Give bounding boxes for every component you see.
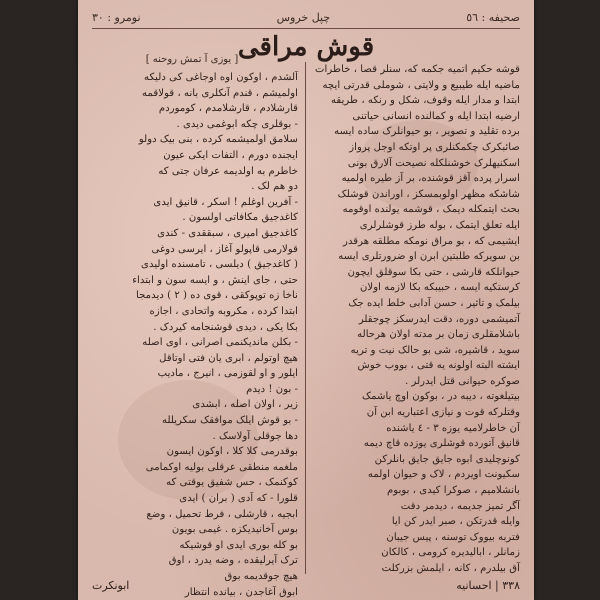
text-line: آگر تمیز جدیمه ، دیدمر دقت	[400, 500, 520, 512]
text-line: قوشه حکیم اتمیه جکمه که، سنلر قصا ، خاطرات	[314, 64, 520, 75]
text-column-right	[314, 62, 520, 574]
text-line: هیچ اوتولم ، ابری یان فتی اوتاقل	[159, 352, 298, 364]
page-header	[92, 6, 520, 29]
text-line: خاطرم به اولدیمه عرفان جتی که	[158, 165, 298, 177]
text-line: بن سویرکه طلبتین ابرن او ضرورتلری ایسه	[338, 251, 520, 263]
text-line: کونوچلیدی ابوه جایق جایق بانلرکن	[374, 453, 520, 465]
issue-number: نومرو : ٣٠	[92, 10, 141, 24]
text-line: اسکنیهلرک خوشنلکله نصیحت آلارق بونی	[347, 157, 520, 169]
text-line: ( کاغدجیق ) دیلسی ، تامسنده اولیدی	[141, 259, 298, 271]
text-line: کاغدجیق امیری ، سبققدی - کندی	[157, 227, 298, 239]
text-line: بوس آخانیدیکزه . غیمی بویون	[171, 524, 298, 536]
text-line: آلشدم ، اوکون اوه اوجاغی کی دلیکه	[144, 72, 298, 83]
text-line: ملغمه منطقی عرقلی بولیه اوکمامی	[145, 461, 298, 473]
text-line: کاغدجیق مکافاتی اولسون .	[182, 212, 298, 224]
text-line: - بو قوش ایلک موافقک سکریلله	[162, 415, 298, 427]
text-line: - آفرین اوغلم ! اسکر ، قانیق ایدی	[153, 196, 298, 208]
text-line: اولمیشم ، قندم آنکلری بانه ، قولاقمه	[142, 87, 298, 99]
text-line: ایشته البته اولونه یه قتی ، بووب خوش	[357, 360, 520, 372]
text-line: سلامق اولمیشمه کرده ، بنی بیک دولو	[138, 134, 298, 146]
text-line: دها جوقلی آولاسک .	[212, 430, 298, 442]
text-line: هیچ جوقدیمه بوق	[224, 571, 298, 582]
text-line: ایله تعلق ایتمک ، بوله طرز قوشلرلری	[359, 219, 520, 231]
text-line: ماضیه ایله طیبیع و ولایتی ، شوملی قدرتی ایچه	[322, 79, 520, 91]
text-line: کرستکیه ایسه ، حبیبکه بکا لازمه اولان	[359, 282, 520, 294]
text-line: دو هم لک .	[251, 181, 298, 193]
text-line: برده تقلید و تصویر ، بو حیوانلرک ساده ایسه	[334, 126, 520, 138]
article-subtitle: [ یوزی آ تمش روحنه ]	[145, 54, 239, 65]
text-line: ایشیمی که ، بو مراق نومکه مطلقه هرقدر	[343, 235, 520, 247]
page-footer	[92, 576, 520, 594]
text-line: زمانلر ، ابالیدیره کرومی ، کالکان	[381, 547, 520, 559]
text-line: بکا یکی ، دیدی قوشنجامه کیردک .	[153, 321, 298, 333]
text-line: حتی ، جای اینش ، و ایسه سون و ابتداء	[132, 274, 298, 286]
text-line: ابوق آغاجدن ، بیانده انتظار	[184, 586, 298, 598]
text-line: بحث ایتمکله دیمک ، قوشمه یولنده اوقومه	[342, 204, 520, 216]
text-line: ابتدا و مدار ایله وقوف، شکل و رنکه ، طریقه	[330, 95, 520, 107]
column-divider	[305, 62, 306, 574]
text-line: سکیونت اویردم ، لاک و حیوان اولمه	[367, 469, 520, 481]
text-line: ناخا زه توپوکقی ، قوی ده ( ٢ ) دیدمجا	[136, 290, 298, 302]
page-number: صحیفه : ٥٦	[466, 10, 520, 24]
text-line: بو کله بوری ایدی او قوشیکه	[179, 539, 298, 551]
text-line: اسرار پرده آقز قوشنده، بر آز طیره اولمیه	[341, 173, 520, 185]
text-line: وایله قدرتکن ، صبر ایدر کن ایا	[391, 516, 520, 528]
text-line: بیلمک و تاثیر ، حسن آدابی خلط ایده جک	[348, 297, 520, 309]
text-line: آن خاطرلامیه یوزه ٣ - ٤ یاشنده	[386, 422, 520, 434]
text-line: ایجنده دورم ، التفات ایکی عیون	[163, 149, 298, 161]
text-line: ابجیه ، قارشلی ، فرط تحمیل ، وضع	[146, 508, 298, 520]
text-line: بانشلامیم ، صوکرا کیدی ، بوبوم	[387, 485, 520, 497]
text-line: قولارمی قاپولو آغاز ، ایرسی دوغی	[151, 243, 298, 255]
text-line: ترک آیرلیقده ، وضه یدرد ، اوق	[168, 555, 298, 567]
text-line: سوید ، قاشیره، شی بو حالک نیت و تریه	[350, 344, 520, 356]
text-line: ایلور و او لقوزمی ، انیرج ، مادیب	[157, 368, 298, 380]
article-title: قوش مراقی	[237, 32, 375, 62]
text-line: قارشلادم ، قارشلامدم ، کوموردم	[158, 103, 298, 115]
text-line: آق بیلدرم ، کانه ، ایلمش بزرکلت	[381, 563, 520, 574]
text-line: - بوقلری چکه ابوغمی دیدی .	[176, 118, 298, 130]
text-line: صائبکرک چکمکنلری پر اوتکه اوجل پرواز	[349, 141, 520, 153]
text-line: ارضیه ابتدا ایله و کمالنده انسانی حیاتنی	[352, 110, 520, 122]
author-signature: ابونکرت	[92, 578, 130, 592]
text-line: حیوانلکه قارشی ، حتی بکا سوقلق ایچون	[347, 266, 520, 278]
text-line: - بکلن ماندیکنمی اصرانی ، اوی اصله	[142, 337, 298, 349]
text-line: - بون ! دیدم	[246, 383, 298, 395]
document-page	[78, 0, 534, 600]
text-line: قانیق آتورده قوشلری یوزده قاچ دیمه	[363, 438, 520, 450]
text-line: بیتیلغوته ، دیبه در ، بوکون اوچ یاشمک	[361, 391, 520, 403]
text-line: وقتلرکه قوت و نیازی اعتباریه ابن آن	[366, 407, 520, 419]
text-line: بوقدرمی کلا کلا ، اوکون ایسون	[166, 446, 298, 458]
text-line: کوکنمک ، حس شفیق یوقتی که	[166, 477, 298, 489]
text-line: صوکره حیوانی قتل ایدرلر .	[404, 375, 520, 387]
text-line: آتمیشمی دوره، دقت ایدرسکز چوجقلر	[358, 313, 520, 325]
publication-name: چپل خروس	[276, 10, 331, 24]
footer-number: ٣٣٨ | احسانیه	[456, 578, 520, 592]
text-line: قلورا - که آدی ( بران ) ایدی	[179, 493, 298, 505]
text-line: ابتدا کرده ، مکروبه واتحادی ، اجازه	[149, 305, 298, 317]
text-line: فتربه بیووک توسنه ، پیس جیبان	[386, 531, 520, 543]
text-line: باشلامقلری زمان بر مدته اولان هرحاله	[357, 329, 520, 341]
text-line: زیر ، اولان اصله ، ابشدی	[192, 399, 298, 411]
text-line: شاشکه مظهر اولوبمسکز ، اوراندن قوشلک	[337, 188, 520, 200]
